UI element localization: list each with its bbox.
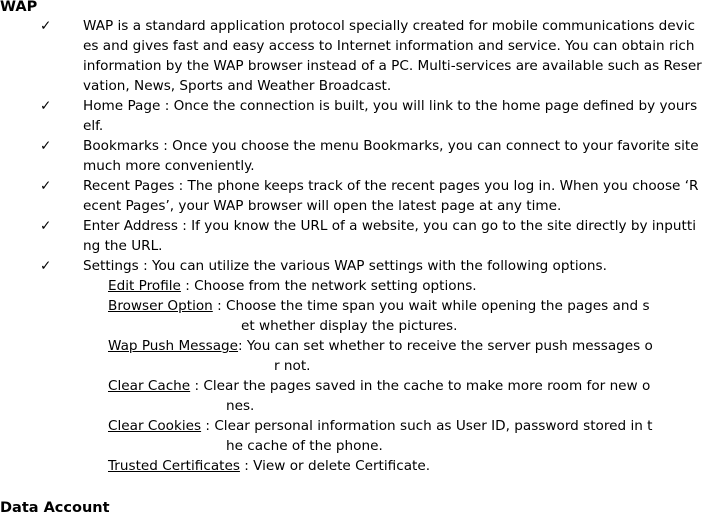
bullet-text: Enter Address : If you know the URL of a website, you can go to the site directly by inputting the URL. bbox=[83, 218, 696, 254]
bullet-settings bbox=[0, 256, 702, 276]
check-icon: ✓ bbox=[40, 258, 52, 274]
bullet-enter-address bbox=[0, 216, 702, 256]
check-icon: ✓ bbox=[40, 218, 52, 234]
option-browser-option bbox=[0, 296, 702, 336]
option-desc: : You can set whether to receive the server push messages o bbox=[238, 338, 653, 354]
option-desc-continued: nes. bbox=[226, 398, 255, 414]
trusted-certificates-link[interactable]: Trusted Certificates bbox=[108, 458, 240, 474]
option-desc: : Clear personal information such as User ID, password stored in t bbox=[201, 418, 653, 434]
edit-profile-link[interactable]: Edit Profile bbox=[108, 278, 181, 294]
option-desc-continued: he cache of the phone. bbox=[226, 438, 383, 454]
heading-wap: WAP bbox=[0, 0, 38, 15]
settings-options-list bbox=[0, 276, 702, 476]
wap-feature-list bbox=[0, 16, 702, 276]
bullet-text: WAP is a standard application protocol specially created for mobile communications devices and gives fast and easy access to Internet information and service. You can obtain rich information by the WAP browser instead of a PC. Multi-services are available such as Reservation, News, Sports and Weather Broadcast. bbox=[83, 18, 702, 94]
bullet-text: Bookmarks : Once you choose the menu Bookmarks, you can connect to your favorite site much more conveniently. bbox=[83, 138, 699, 174]
option-desc-continued: r not. bbox=[274, 358, 311, 374]
bullet-text: Settings : You can utilize the various WAP settings with the following options. bbox=[83, 258, 607, 274]
bullet-wap-intro bbox=[0, 16, 702, 96]
clear-cache-link[interactable]: Clear Cache bbox=[108, 378, 191, 394]
bullet-bookmarks bbox=[0, 136, 702, 176]
wap-push-message-link[interactable]: Wap Push Message bbox=[108, 338, 239, 354]
check-icon: ✓ bbox=[40, 18, 52, 34]
option-clear-cookies bbox=[0, 416, 702, 456]
option-desc: : Choose the time span you wait while opening the pages and s bbox=[212, 298, 650, 314]
browser-option-link[interactable]: Browser Option bbox=[108, 298, 213, 314]
option-edit-profile bbox=[0, 276, 702, 296]
option-desc: : Choose from the network setting options. bbox=[180, 278, 477, 294]
bullet-text: Recent Pages : The phone keeps track of the recent pages you log in. When you choose ‘Recent Pages’, your WAP browser will open the latest page at any time. bbox=[83, 178, 699, 214]
bullet-recent-pages bbox=[0, 176, 702, 216]
option-trusted-certificates bbox=[0, 456, 702, 476]
check-icon: ✓ bbox=[40, 178, 52, 194]
option-clear-cache bbox=[0, 376, 702, 416]
clear-cookies-link[interactable]: Clear Cookies bbox=[108, 418, 202, 434]
check-icon: ✓ bbox=[40, 98, 52, 114]
check-icon: ✓ bbox=[40, 138, 52, 154]
option-desc: : Clear the pages saved in the cache to make more room for new o bbox=[190, 378, 651, 394]
bullet-home-page bbox=[0, 96, 702, 136]
option-wap-push-message bbox=[0, 336, 702, 376]
option-desc-continued: et whether display the pictures. bbox=[241, 318, 458, 334]
option-desc: : View or delete Certificate. bbox=[239, 458, 431, 474]
heading-data-account: Data Account bbox=[0, 500, 110, 516]
bullet-text: Home Page : Once the connection is built, you will link to the home page defined by yourself. bbox=[83, 98, 698, 134]
